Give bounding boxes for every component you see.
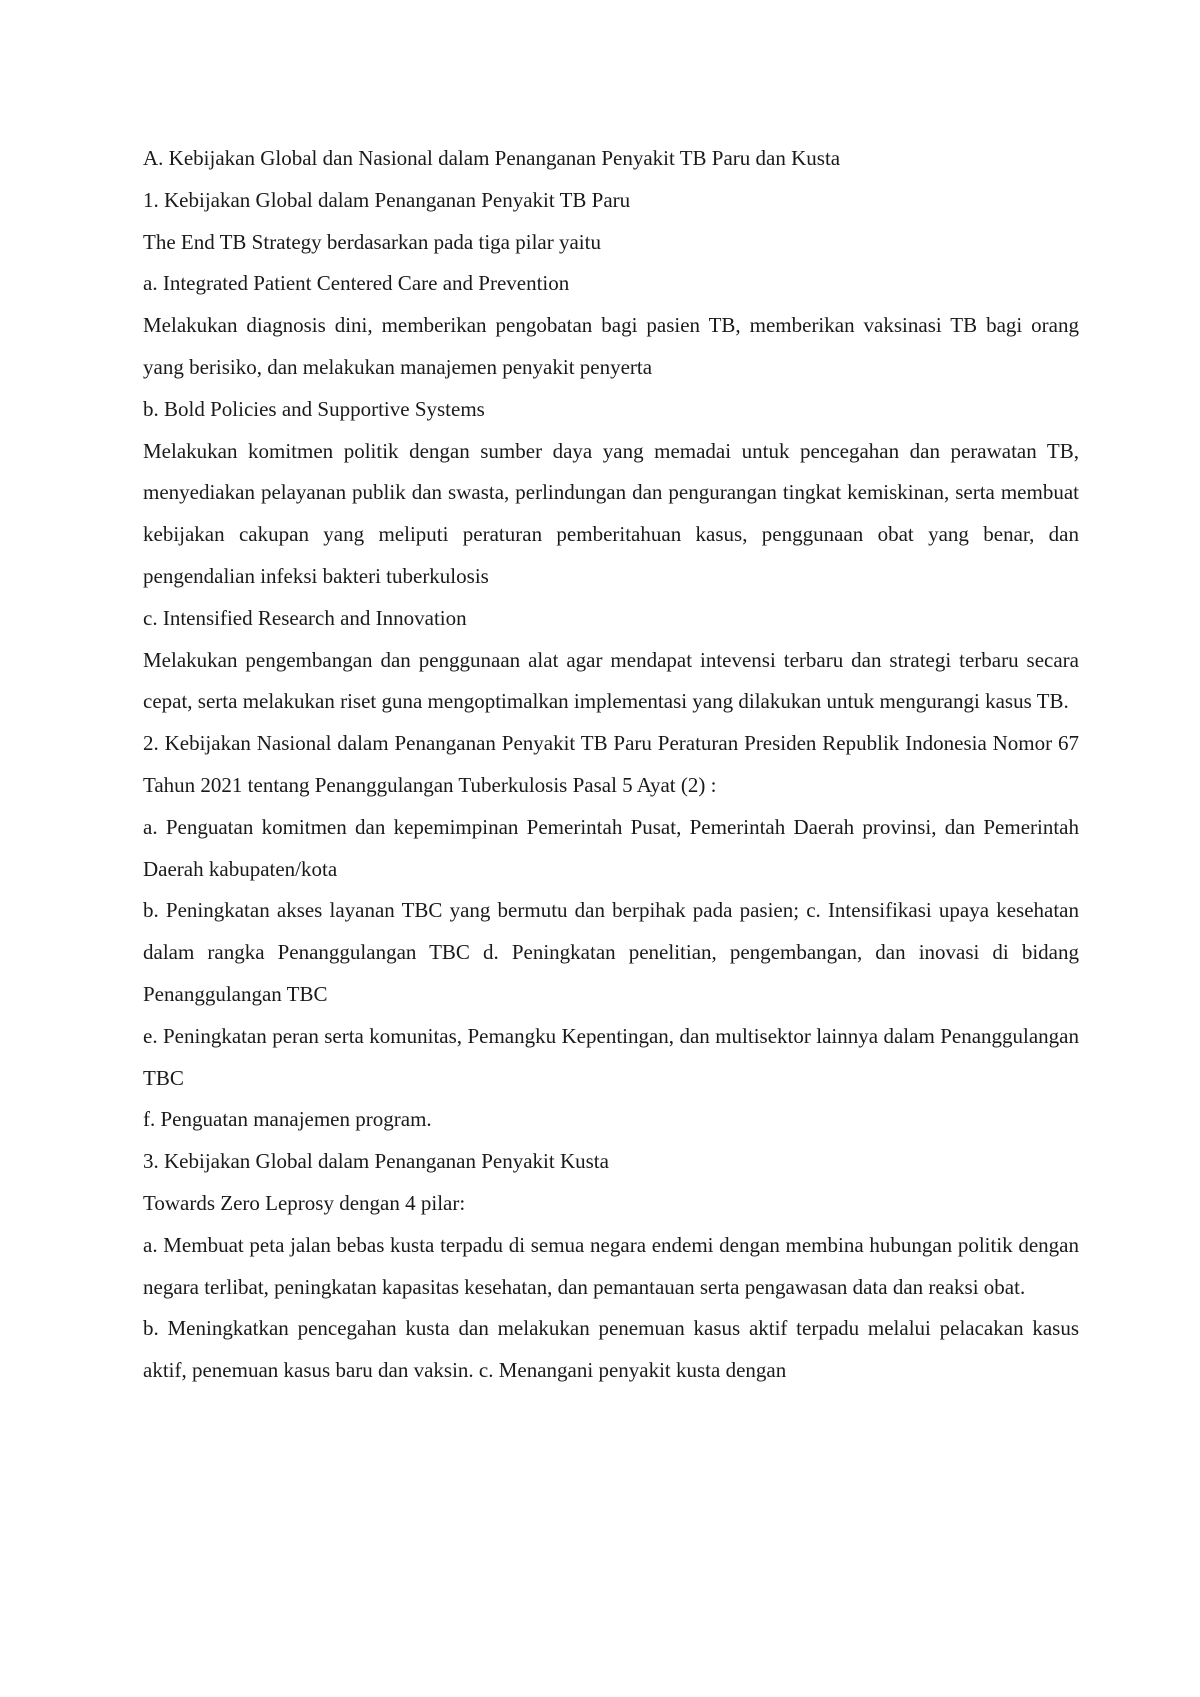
leprosy-pillar-a: a. Membuat peta jalan bebas kusta terpadu di semua negara endemi dengan membina hubungan politik dengan negara terlibat, peningkatan kapasitas kesehatan, dan pemantauan serta pengawasan data dan reaksi obat. (143, 1232, 1079, 1299)
section-heading-3: 3. Kebijakan Global dalam Penanganan Penyakit Kusta (143, 1149, 609, 1174)
section-heading-2: 2. Kebijakan Nasional dalam Penanganan Penyakit TB Paru Peraturan Presiden Republik Indonesia Nomor 67 Tahun 2021 tentang Penanggulangan Tuberkulosis Pasal 5 Ayat (2) : (143, 731, 1079, 797)
document-body (143, 138, 1079, 1392)
national-policy-e: e. Peningkatan peran serta komunitas, Pemangku Kepentingan, dan multisektor lainnya dalam Penanggulangan TBC (143, 1023, 1079, 1090)
section-heading-1: 1. Kebijakan Global dalam Penanganan Penyakit TB Paru (143, 187, 631, 212)
pillar-b-title: b. Bold Policies and Supportive Systems (143, 396, 485, 421)
section-heading-a: A. Kebijakan Global dan Nasional dalam Penanganan Penyakit TB Paru dan Kusta (143, 146, 841, 170)
pillar-c-title: c. Intensified Research and Innovation (143, 605, 467, 630)
pillar-b-body: Melakukan komitmen politik dengan sumber daya yang memadai untuk pencegahan dan perawatan TB, menyediakan pelayanan publik dan swasta, perlindungan dan pengurangan tingkat kemiskinan, serta membuat kebijakan cakupan yang meliputi peraturan pemberitahuan kasus, penggunaan obat yang benar, dan pengendalian infeksi bakteri tuberkulosis (143, 438, 1079, 588)
pillar-c-body: Melakukan pengembangan dan penggunaan alat agar mendapat intevensi terbaru dan strategi terbaru secara cepat, serta melakukan riset guna mengoptimalkan implementasi yang dilakukan untuk mengurangi kasus TB. (143, 647, 1079, 714)
national-policy-b-d: b. Peningkatan akses layanan TBC yang bermutu dan berpihak pada pasien; c. Intensifikasi upaya kesehatan dalam rangka Penanggulangan TBC d. Peningkatan penelitian, pengembangan, dan inovasi di bidang Penanggulangan TBC (143, 898, 1079, 1006)
intro-paragraph: The End TB Strategy berdasarkan pada tiga pilar yaitu (143, 229, 601, 254)
leprosy-intro: Towards Zero Leprosy dengan 4 pilar: (143, 1190, 466, 1215)
pillar-a-body: Melakukan diagnosis dini, memberikan pengobatan bagi pasien TB, memberikan vaksinasi TB bagi orang yang berisiko, dan melakukan manajemen penyakit penyerta (143, 313, 1079, 379)
national-policy-a: a. Penguatan komitmen dan kepemimpinan Pemerintah Pusat, Pemerintah Daerah provinsi, dan Pemerintah Daerah kabupaten/kota (143, 814, 1079, 881)
leprosy-pillar-b-c: b. Meningkatkan pencegahan kusta dan melakukan penemuan kasus aktif terpadu melalui pelacakan kasus aktif, penemuan kasus baru dan vaksin. c. Menangani penyakit kusta dengan (143, 1316, 1079, 1383)
pillar-a-title: a. Integrated Patient Centered Care and Prevention (143, 271, 570, 296)
national-policy-f: f. Penguatan manajemen program. (143, 1107, 432, 1132)
